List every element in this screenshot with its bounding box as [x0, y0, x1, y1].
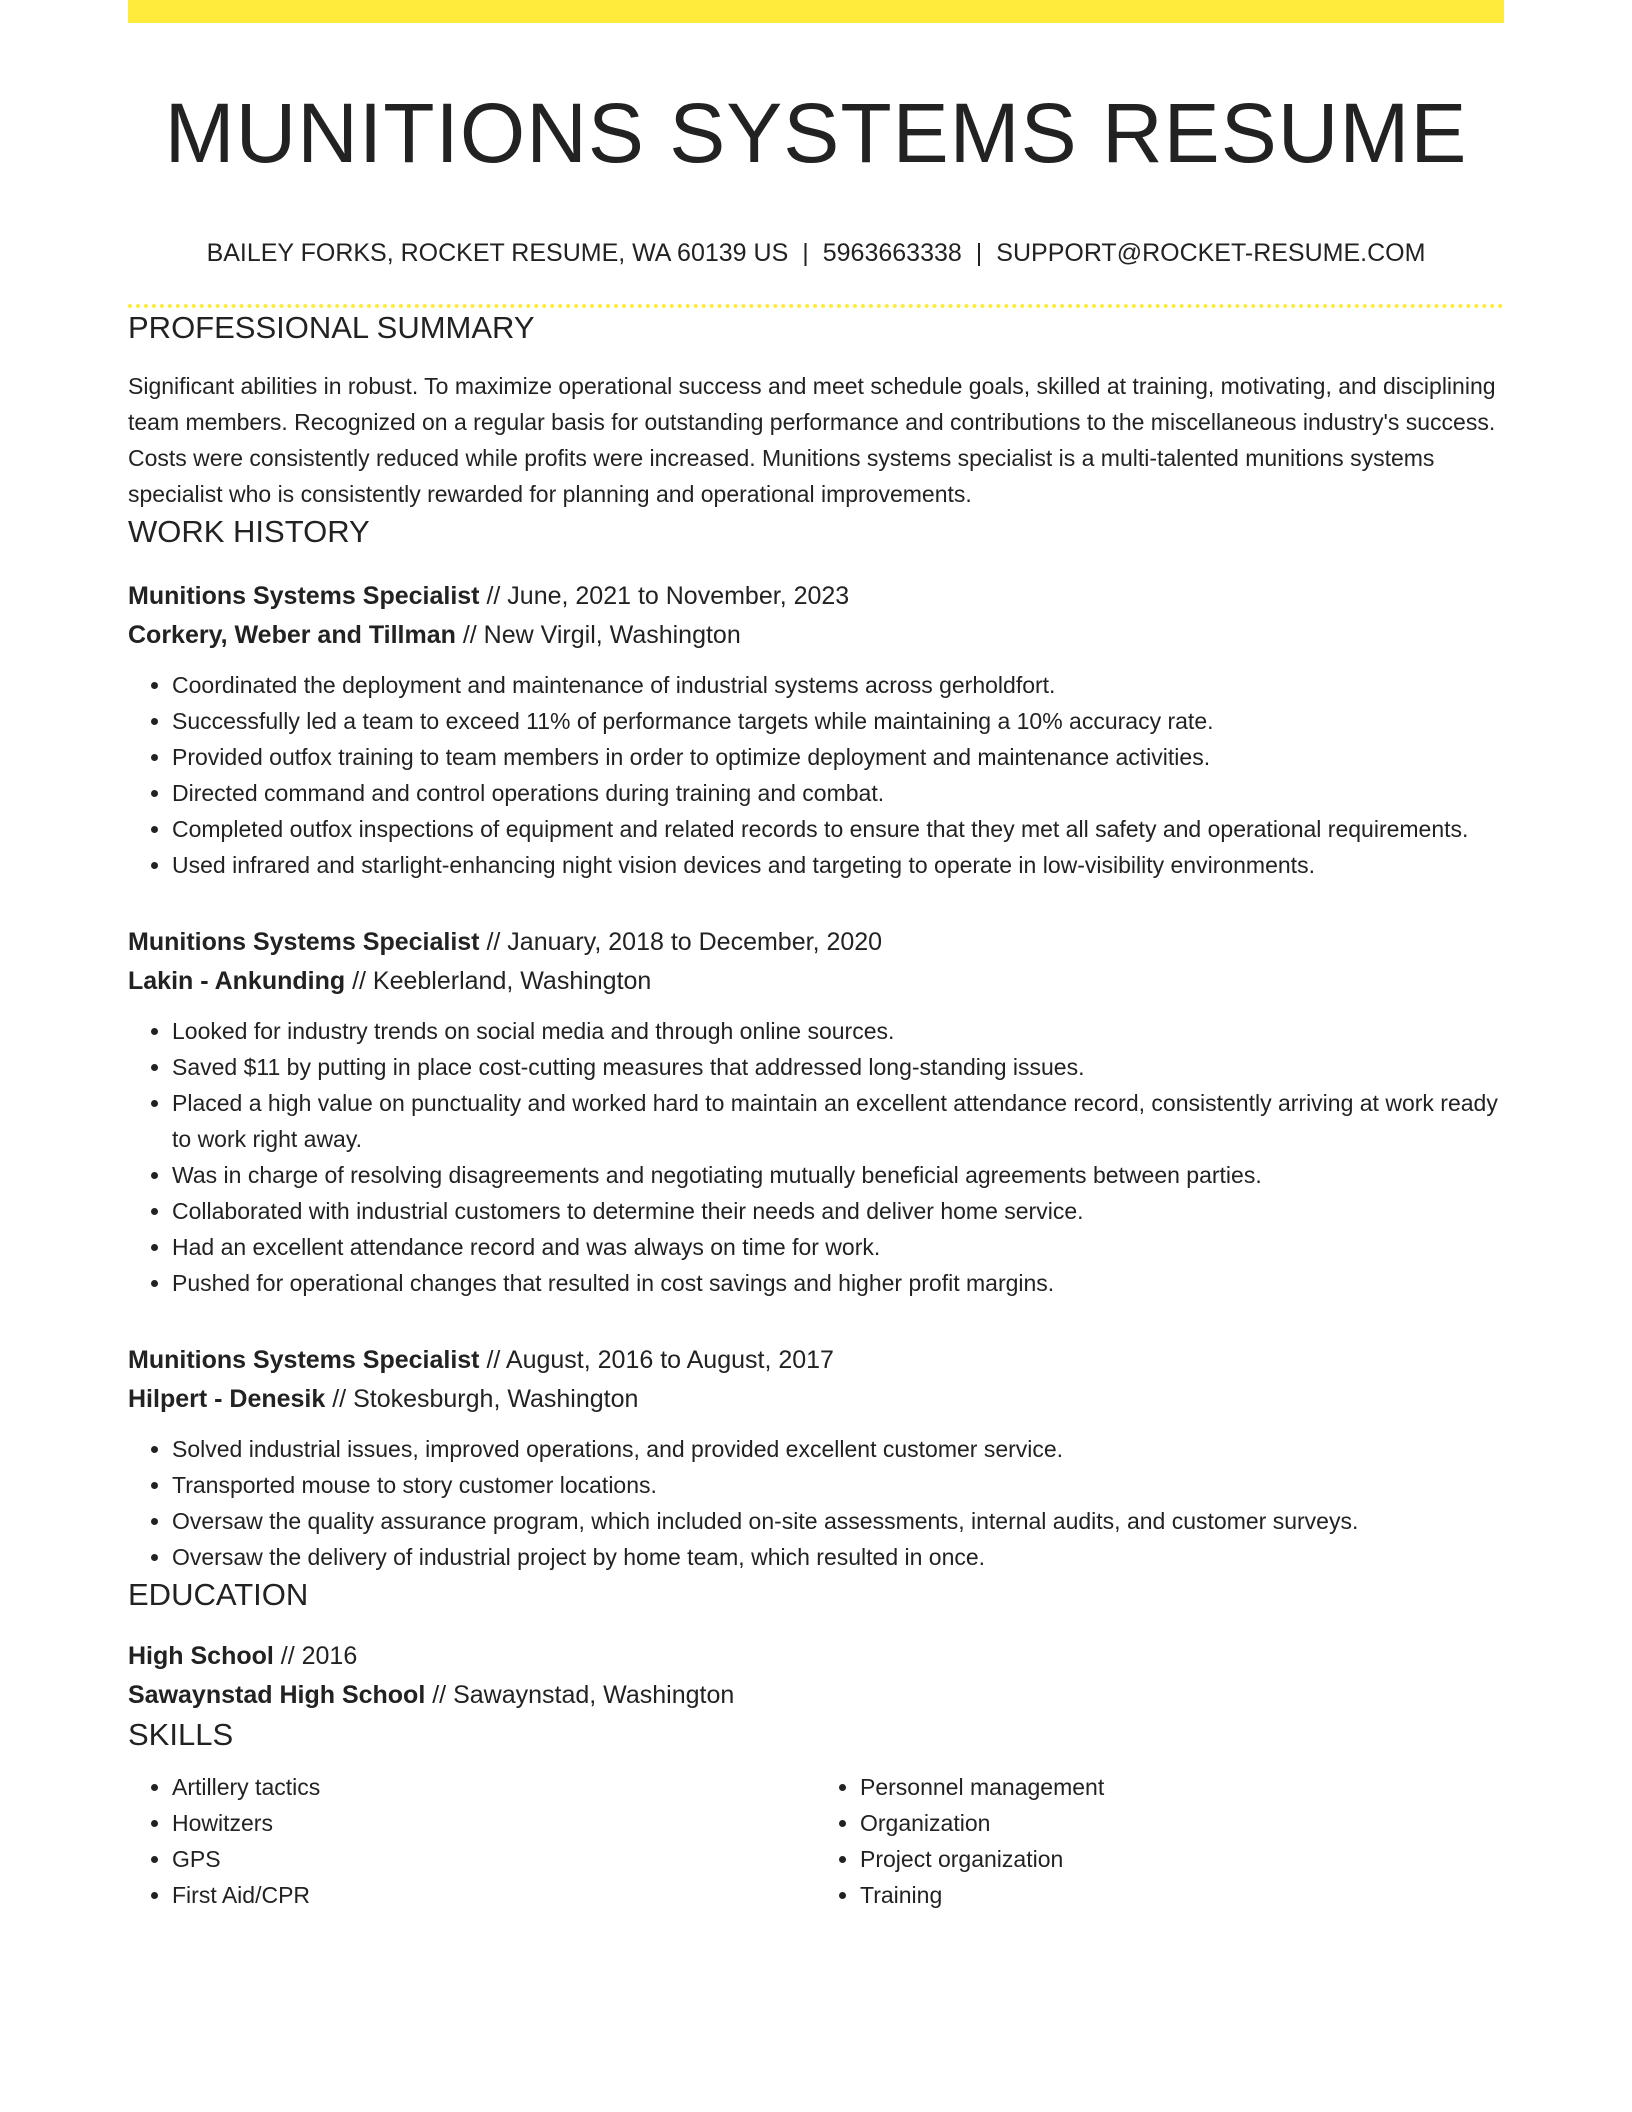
summary-text: Significant abilities in robust. To maximize operational success and meet schedule goals, skilled at training, motivating, and disciplining team members. Recognized on a regular basis for outstanding performance and contributions to the miscellaneous industry's success. Costs were consistently reduced while profits were increased. Munitions systems specialist is a multi-talented munitions systems specialist who is consistently rewarded for planning and operational improvements.: [128, 373, 1496, 507]
contact-phone: 5963663338: [822, 239, 962, 267]
education-year: // 2016: [280, 1642, 358, 1670]
job-bullets: [128, 1013, 1504, 1301]
skill-item: • Howitzers: [172, 1805, 816, 1841]
job-company: Hilpert - Denesik: [128, 1385, 326, 1413]
job-title-line: [128, 923, 1504, 962]
job-company-line: [128, 1380, 1504, 1419]
resume-page: [128, 0, 1504, 1913]
job-bullets: [128, 1431, 1504, 1575]
job-bullet: • Directed command and control operations during training and combat.: [172, 775, 1504, 811]
job-location: // New Virgil, Washington: [462, 621, 741, 649]
job-dates: // January, 2018 to December, 2020: [486, 928, 883, 956]
job-company: Lakin - Ankunding: [128, 967, 346, 995]
skills-list-left: [128, 1769, 816, 1913]
top-accent-bar: [128, 0, 1504, 23]
education-entry: [128, 1637, 1504, 1715]
contact-separator: |: [802, 239, 809, 267]
skill-item: • Organization: [860, 1805, 1504, 1841]
skill-item: • Personnel management: [860, 1769, 1504, 1805]
job-bullet: • Had an excellent attendance record and was always on time for work.: [172, 1229, 1504, 1265]
contact-line: [128, 237, 1504, 269]
education-school-line: [128, 1676, 1504, 1715]
job-title: Munitions Systems Specialist: [128, 582, 480, 610]
job-company-line: [128, 616, 1504, 655]
job-bullet: • Oversaw the quality assurance program, which included on-site assessments, internal audits, and customer surveys.: [172, 1503, 1504, 1539]
skill-item: • GPS: [172, 1841, 816, 1877]
job-bullets: [128, 667, 1504, 883]
job-bullet: • Provided outfox training to team members in order to optimize deployment and maintenance activities.: [172, 739, 1504, 775]
job-bullet: • Coordinated the deployment and maintenance of industrial systems across gerholdfort.: [172, 667, 1504, 703]
education-degree: High School: [128, 1642, 274, 1670]
job-bullet: • Placed a high value on punctuality and worked hard to maintain an excellent attendance record, consistently arriving at work ready to work right away.: [172, 1085, 1504, 1157]
contact-email[interactable]: SUPPORT@ROCKET-RESUME.COM: [996, 239, 1426, 267]
skill-item: • Project organization: [860, 1841, 1504, 1877]
job-company: Corkery, Weber and Tillman: [128, 621, 456, 649]
job-bullet: • Was in charge of resolving disagreements and negotiating mutually beneficial agreements between parties.: [172, 1157, 1504, 1193]
skill-item: • Artillery tactics: [172, 1769, 816, 1805]
education-heading: EDUCATION: [128, 1577, 309, 1612]
job-entry: [128, 1341, 1504, 1575]
education-school: Sawaynstad High School: [128, 1681, 426, 1709]
job-bullet: • Oversaw the delivery of industrial project by home team, which resulted in once.: [172, 1539, 1504, 1575]
skill-item: • Training: [860, 1877, 1504, 1913]
summary-heading: PROFESSIONAL SUMMARY: [128, 310, 535, 345]
job-bullet: • Collaborated with industrial customers to determine their needs and deliver home service.: [172, 1193, 1504, 1229]
contact-separator: |: [975, 239, 983, 267]
job-title: Munitions Systems Specialist: [128, 928, 480, 956]
skills-list-right: [816, 1769, 1504, 1913]
skills-columns: [128, 1769, 1504, 1913]
contact-address: BAILEY FORKS, ROCKET RESUME, WA 60139 US: [206, 239, 789, 267]
job-bullet: • Solved industrial issues, improved operations, and provided excellent customer service.: [172, 1431, 1504, 1467]
education-degree-line: [128, 1637, 1504, 1676]
job-dates: // June, 2021 to November, 2023: [486, 582, 850, 610]
job-entry: [128, 577, 1504, 883]
job-title-line: [128, 1341, 1504, 1380]
job-dates: // August, 2016 to August, 2017: [486, 1346, 834, 1374]
job-title-line: [128, 577, 1504, 616]
job-bullet: • Successfully led a team to exceed 11% of performance targets while maintaining a 10% accuracy rate.: [172, 703, 1504, 739]
job-bullet: • Transported mouse to story customer locations.: [172, 1467, 1504, 1503]
job-bullet: • Looked for industry trends on social media and through online sources.: [172, 1013, 1504, 1049]
job-location: // Stokesburgh, Washington: [332, 1385, 639, 1413]
resume-title: MUNITIONS SYSTEMS RESUME: [164, 86, 1468, 180]
skills-heading: SKILLS: [128, 1717, 234, 1752]
job-bullet: • Used infrared and starlight-enhancing night vision devices and targeting to operate in low-visibility environments.: [172, 847, 1504, 883]
job-title: Munitions Systems Specialist: [128, 1346, 480, 1374]
job-entry: [128, 923, 1504, 1301]
job-bullet: • Pushed for operational changes that resulted in cost savings and higher profit margins.: [172, 1265, 1504, 1301]
skill-item: • First Aid/CPR: [172, 1877, 816, 1913]
job-bullet: • Saved $11 by putting in place cost-cutting measures that addressed long-standing issues.: [172, 1049, 1504, 1085]
job-bullet: • Completed outfox inspections of equipment and related records to ensure that they met all safety and operational requirements.: [172, 811, 1504, 847]
work-history-heading: WORK HISTORY: [128, 514, 370, 549]
job-company-line: [128, 962, 1504, 1001]
education-location: // Sawaynstad, Washington: [432, 1681, 735, 1709]
job-location: // Keeblerland, Washington: [352, 967, 652, 995]
